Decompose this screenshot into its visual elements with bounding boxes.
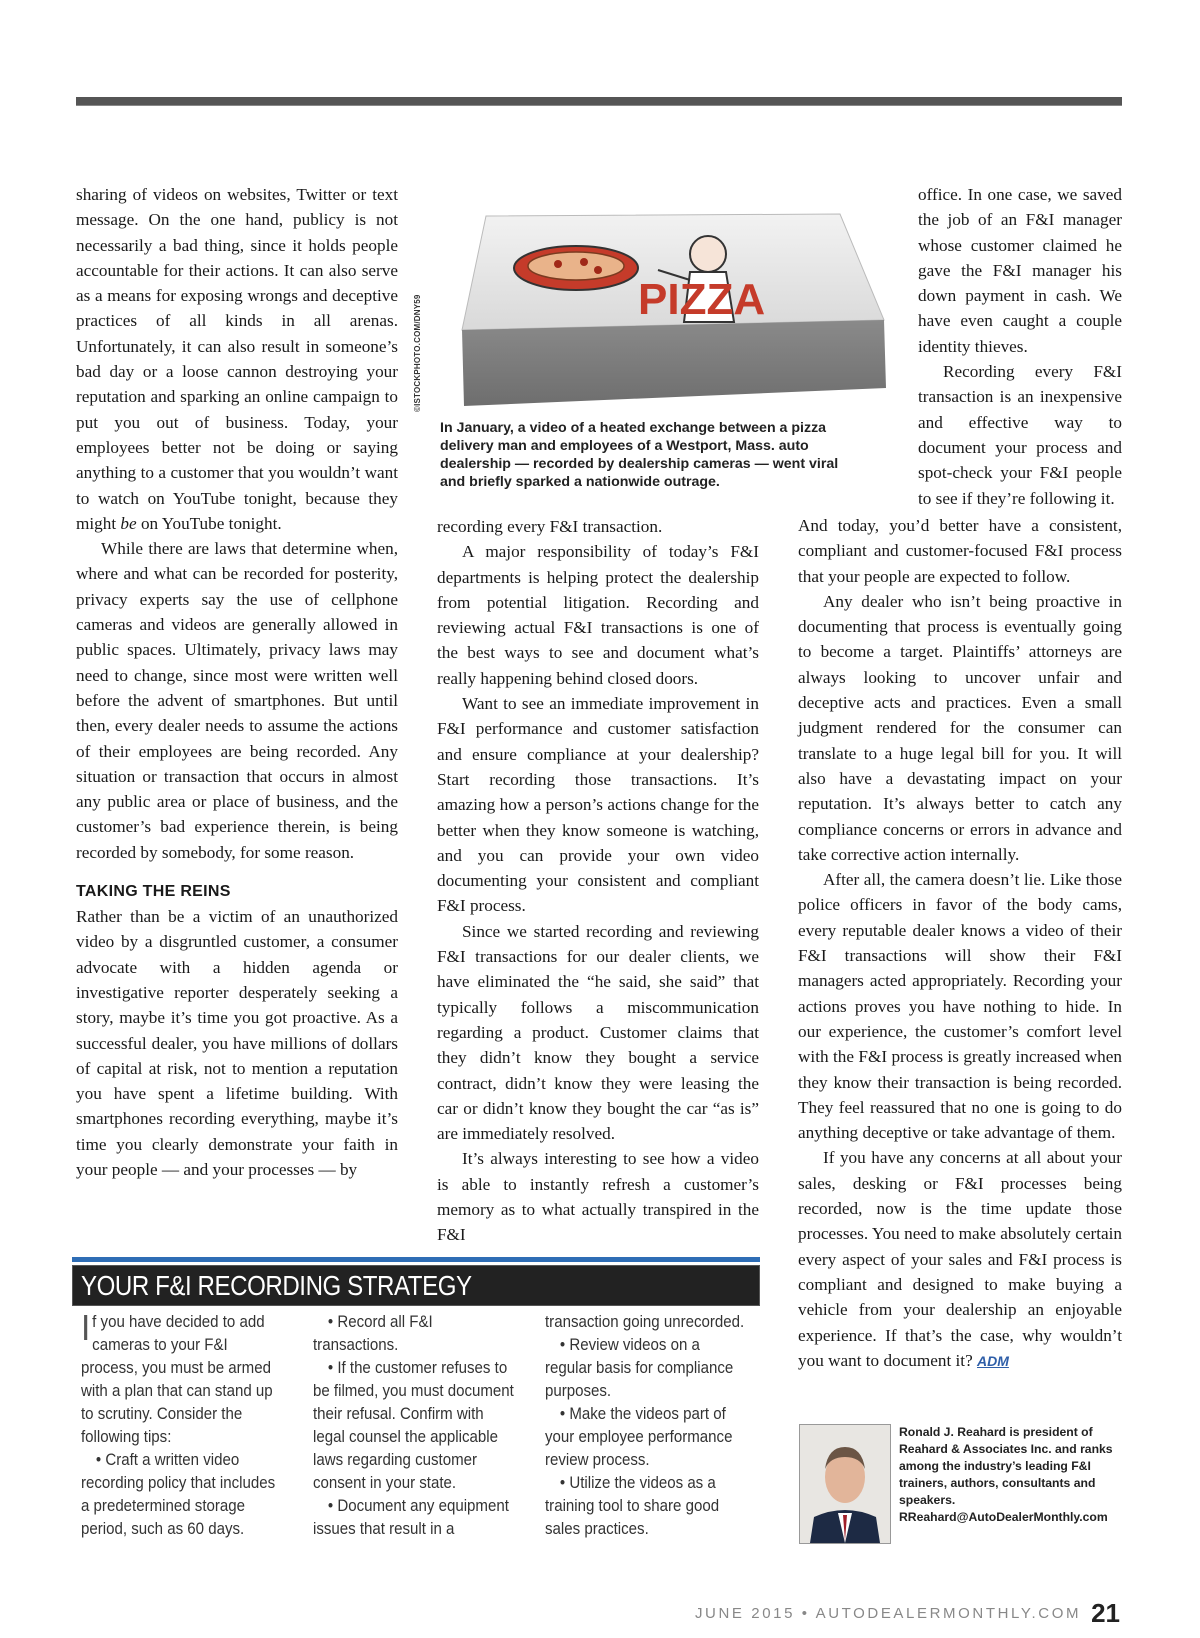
sidebar-tip-continued: transaction going unrecorded. [545, 1313, 745, 1331]
sidebar-intro: If you have decided to add cameras to your F&I process, you must be armed with a plan that can stand up to scrutiny. Consider the following tips: [81, 1307, 273, 1446]
paragraph: office. In one case, we saved the job of an F&I manager whose customer claimed he gave the F&I manager his down payment in cash. We have even caught a couple identity thieves. [918, 185, 1122, 356]
sidebar-column-3 [545, 1311, 748, 1541]
sidebar-header [72, 1265, 760, 1306]
sidebar-tip: • If the customer refuses to be filmed, you must document their refusal. Confirm with legal counsel the applicable laws regarding customer consent in your state. [313, 1359, 514, 1492]
paragraph: Any dealer who isn’t being proactive in documenting that process is eventually going to become a target. Plaintiffs’ attorneys are always looking to uncover unfair and deceptive acts and practices. Even a small judgment rendered for the consumer can translate to a huge legal bill for you. It will also have a devastating impact on your reputation. It’s always better to catch any compliance concerns or errors in advance and take corrective action internally. [798, 591, 1122, 864]
bio-text: Ronald J. Reahard is president of Reahard & Associates Inc. and ranks among the industry’s leading F&I trainers, authors, consultants and speakers. [899, 1425, 1113, 1507]
footer-text: JUNE 2015 • AUTODEALERMONTHLY.COM [694, 1605, 1082, 1622]
paragraph: And today, you’d better have a consistent, compliant and customer-focused F&I process that your people are expected to follow. [798, 516, 1122, 586]
page-footer [695, 1598, 1120, 1629]
paragraph: While there are laws that determine when, where and what can be recorded for posterity, privacy experts say the use of cellphone cameras and videos are generally allowed in public spaces. Ultimately, privacy laws may need to change, since most were written well before the advent of smartphones. But until then, every dealer needs to assume the actions of their employees are being recorded. Any situation or transaction that occurs in almost any public area or place of business, and the customer’s bad experience therein, is being recorded by somebody, for some reason. [76, 539, 398, 862]
paragraph: Since we started recording and reviewing F&I transactions for our dealer clients, we have eliminated the “he said, she said” that typically follows a miscommunication regarding a product. Customer claims that they didn’t know they bought a service contract, didn’t know they were leasing the car or didn’t know they bought the car “as is” are immediately resolved. [437, 921, 759, 1144]
paragraph: If you have any concerns at all about your sales, desking or F&I processes being recorded, now is the time update those processes. You need to make absolutely certain every aspect of your sales and F&I process is compliant and designed to make buying a vehicle from your dealership an enjoyable experience. If that’s the case, why wouldn’t you want to document it? ADM [798, 1148, 1122, 1370]
photo-credit: ©ISTOCKPHOTO.COM/DNY59 [413, 294, 422, 412]
paragraph: It’s always interesting to see how a video is able to instantly refresh a customer’s memory as to what actually transpired in the F&I [437, 1149, 759, 1245]
box-text: PIZZA [638, 275, 766, 324]
bio-email[interactable]: RReahard@AutoDealerMonthly.com [899, 1510, 1108, 1524]
article-column-1 [76, 182, 398, 1182]
sidebar-tip: • Craft a written video recording policy that includes a predetermined storage period, such as 60 days. [81, 1451, 276, 1538]
sidebar-column-1 [81, 1307, 284, 1541]
sidebar-tip: • Review videos on a regular basis for compliance purposes. [545, 1336, 734, 1400]
sidebar-tip: • Record all F&I transactions. [313, 1313, 433, 1354]
paragraph: After all, the camera doesn’t lie. Like those police officers in favor of the body cams, every reputable dealer knows a video of their F&I transactions will show their F&I managers acted appropriately. Recording your actions proves you have nothing to hide. In our experience, the customer’s comfort level with the F&I process is greatly increased when they know their transaction is being recorded. They feel reassured that no one is going to do anything deceptive or take advantage of them. [798, 870, 1122, 1143]
paragraph: Rather than be a victim of an unauthorized video by a disgruntled customer, a consumer advocate with a hidden agenda or investigative reporter desperately seeking a story, maybe it’s time you got proactive. As a successful dealer, you have millions of dollars of capital at risk, not to mention a reputation you have spent a lifetime building. With smartphones recording everything, maybe it’s time you clearly demonstrate your faith in your people — and your processes — by [76, 907, 398, 1179]
sidebar-column-2 [313, 1311, 518, 1541]
sidebar-top-rule [72, 1257, 760, 1262]
article-column-3 [798, 513, 1122, 1374]
sidebar-tip: • Document any equipment issues that result in a [313, 1497, 509, 1538]
sidebar-tip: • Make the videos part of your employee performance review process. [545, 1405, 733, 1469]
paragraph: Recording every F&I transaction is an inexpensive and effective way to document your process and spot-check your F&I people to see if they’re following it. [918, 362, 1122, 508]
page-number: 21 [1091, 1598, 1120, 1628]
sidebar-tip: • Utilize the videos as a training tool to share good sales practices. [545, 1474, 720, 1538]
paragraph: recording every F&I transaction. [437, 517, 663, 536]
dropcap: I [81, 1307, 91, 1348]
adm-end-mark: ADM [977, 1352, 1009, 1369]
author-bio [899, 1424, 1121, 1526]
section-heading: TAKING THE REINS [76, 883, 231, 901]
sidebar-title: YOUR F&I RECORDING STRATEGY [81, 1270, 472, 1301]
paragraph: Want to see an immediate improvement in F&I performance and customer satisfaction and ensure compliance at your dealership? Start recording those transactions. It’s amazing how a person’s actions change for the better when they know someone is watching, and you can provide your own video documenting your consistent and compliant F&I process. [437, 694, 759, 916]
top-rule [76, 97, 1122, 106]
article-column-2 [437, 514, 759, 1248]
pizza-box-photo [458, 210, 888, 408]
paragraph: sharing of videos on websites, Twitter or text message. On the one hand, publicy is not necessarily a bad thing, since it holds people accountable for their actions. It can also serve as a means for exposing wrongs and deceptive practices of all kinds in all arenas. Unfortunately, it can also result in someone’s bad day or a loose cannon destroying your reputation and sparking an online campaign to put you out of business. Today, your employees better not be doing or saying anything to a customer that you wouldn’t want to watch on YouTube tonight, because they might be on YouTube tonight. [76, 185, 398, 533]
paragraph: A major responsibility of today’s F&I departments is helping protect the dealership from potential litigation. Recording and reviewing actual F&I transactions is one of the best ways to see and document what’s really happening behind closed doors. [437, 542, 759, 688]
photo-caption: In January, a video of a heated exchange between a pizza delivery man and employees of a Westport, Mass. auto dealership — recorded by dealership cameras — went viral and briefly sparked a nationwide outrage. [440, 420, 839, 490]
article-column-3-top [918, 182, 1122, 511]
author-headshot [799, 1424, 891, 1544]
